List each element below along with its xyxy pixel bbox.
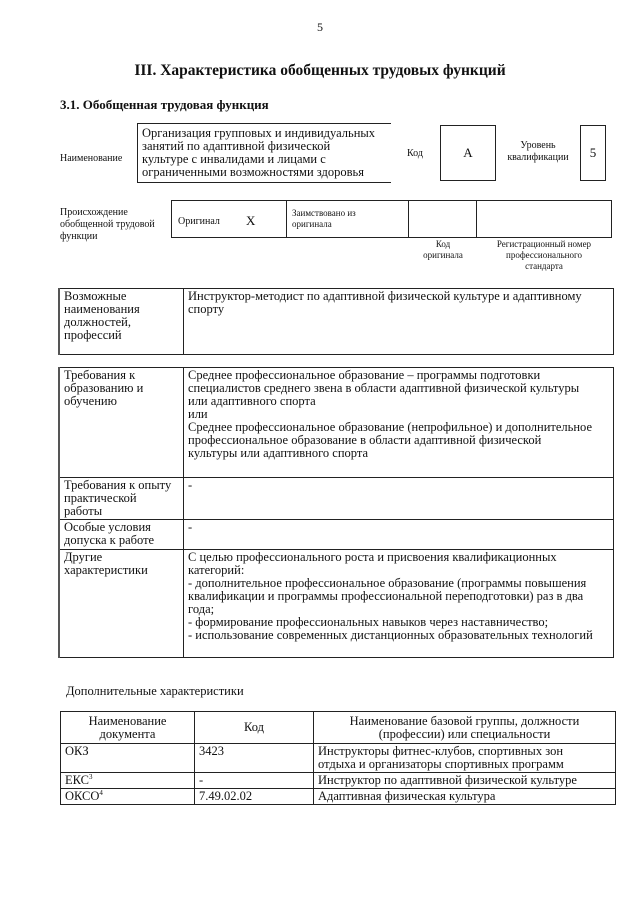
origin-borrowed-line: оригинала — [292, 219, 332, 229]
additional-header-row — [61, 712, 616, 744]
subsection-title: 3.1. Обобщенная трудовая функция — [60, 97, 269, 112]
header-group — [314, 712, 616, 744]
req-value-line: С целью профессионального роста и присвоения квалификационных — [188, 550, 557, 564]
origin-reg-caption-line: профессионального — [506, 250, 582, 260]
req-label-line: Другие — [64, 550, 103, 564]
positions-value: Инструктор-методист по адаптивной физической культуре и адаптивному спорту — [184, 289, 614, 355]
origin-divider — [476, 200, 477, 238]
origin-reg-caption-line: Регистрационный номер — [496, 239, 592, 249]
req-value-line: - — [188, 478, 193, 492]
row-doc — [61, 789, 195, 805]
requirements-table — [58, 367, 614, 658]
table-row — [61, 744, 616, 773]
origin-divider — [286, 200, 287, 238]
header-doc-line: документа — [99, 726, 156, 741]
origin-borrowed-label — [292, 208, 356, 230]
requirements-value — [184, 368, 614, 478]
requirements-row — [59, 520, 614, 550]
req-value-line: или — [188, 407, 208, 421]
requirements-label — [59, 550, 184, 658]
row-doc — [61, 744, 195, 773]
row-doc-text: ОКСО — [65, 789, 100, 803]
req-value-line: Среднее профессиональное образование (непрофильное) и дополнительное — [188, 420, 592, 434]
origin-reg-caption — [482, 239, 606, 272]
row-name — [314, 744, 616, 773]
row-doc-footnote: 4 — [99, 788, 103, 797]
row-name-line: Инструкторы фитнес-клубов, спортивных зон — [318, 744, 564, 758]
origin-label-line: функции — [60, 231, 98, 242]
req-label-line: работы — [64, 504, 103, 518]
row-doc — [61, 773, 195, 789]
req-value-line: - использование современных дистанционных образовательных технологий — [188, 628, 593, 642]
req-value-line: - формирование профессиональных навыков через наставничество; — [188, 615, 549, 629]
requirements-row — [59, 368, 614, 478]
origin-code-caption-line: Код — [435, 239, 451, 249]
row-name — [314, 773, 616, 789]
positions-label-line: наименования — [64, 302, 140, 316]
req-label-line: допуска к работе — [64, 533, 155, 547]
table-row — [61, 789, 616, 805]
row-doc-footnote: 3 — [89, 772, 93, 781]
gtf-name-line: ограниченными возможностями здоровья — [142, 165, 364, 179]
positions-label — [59, 289, 184, 355]
origin-original-label: Оригинал — [178, 216, 220, 227]
gtf-name-line: Организация групповых и индивидуальных — [142, 126, 376, 140]
gtf-level-label-line: квалификации — [507, 152, 569, 163]
req-value-line: специалистов среднего звена в области адаптивной физической культуры — [188, 381, 580, 395]
header-doc — [61, 712, 195, 744]
gtf-code-label: Код — [407, 148, 423, 159]
req-value-line: - — [188, 520, 193, 534]
req-label-line: характеристики — [64, 563, 148, 577]
req-label-line: Требования к опыту — [64, 478, 172, 492]
origin-borrowed-line: Заимствовано из — [292, 208, 356, 218]
gtf-level-label — [505, 140, 571, 164]
req-value-line: или адаптивного спорта — [188, 394, 316, 408]
row-code: 7.49.02.02 — [195, 789, 314, 805]
req-label-line: образованию и — [64, 381, 144, 395]
row-doc-text: ОКЗ — [65, 744, 89, 758]
origin-label — [60, 207, 155, 243]
header-code: Код — [195, 712, 314, 744]
header-group-line: (профессии) или специальности — [378, 726, 551, 741]
req-value-line: категорий: — [188, 563, 245, 577]
req-label-line: практической — [64, 491, 137, 505]
req-value-line: Среднее профессиональное образование – программы подготовки — [188, 368, 541, 382]
gtf-name-line: культуре с инвалидами и лицами с — [142, 152, 326, 166]
positions-table — [58, 288, 614, 355]
requirements-label — [59, 478, 184, 520]
additional-title: Дополнительные характеристики — [66, 684, 244, 698]
row-code: - — [195, 773, 314, 789]
requirements-value — [184, 478, 614, 520]
row-code: 3423 — [195, 744, 314, 773]
origin-table — [171, 200, 612, 238]
requirements-value — [184, 520, 614, 550]
positions-label-line: профессий — [64, 328, 122, 342]
row-doc-text: ЕКС — [65, 773, 89, 787]
origin-reg-caption-line: стандарта — [525, 261, 563, 271]
req-label-line: обучению — [64, 394, 117, 408]
header-doc-line: Наименование — [88, 713, 167, 728]
origin-divider — [408, 200, 409, 238]
req-value-line: квалификации и программы профессиональной переподготовки) раз в два — [188, 589, 584, 603]
req-value-line: - дополнительное профессиональное образование (программы повышения — [188, 576, 587, 590]
requirements-value — [184, 550, 614, 658]
origin-label-line: Происхождение — [60, 207, 128, 218]
gtf-level-value: 5 — [589, 145, 597, 160]
positions-label-line: Возможные — [64, 289, 127, 303]
positions-label-line: должностей, — [64, 315, 131, 329]
table-row — [61, 773, 616, 789]
origin-label-line: обобщенной трудовой — [60, 219, 155, 230]
page-number: 5 — [317, 20, 323, 34]
req-label-line: Требования к — [64, 368, 136, 382]
gtf-code-value: А — [463, 145, 473, 160]
req-value-line: года; — [188, 602, 215, 616]
requirements-row — [59, 478, 614, 520]
row-name — [314, 789, 616, 805]
requirements-label — [59, 520, 184, 550]
section-title: III. Характеристика обобщенных трудовых функций — [134, 62, 506, 79]
gtf-level-box — [580, 125, 606, 181]
req-value-line: культуры или адаптивного спорта — [188, 446, 369, 460]
gtf-code-box — [440, 125, 496, 181]
gtf-name-value — [137, 123, 391, 183]
row-name-line: отдыха и организаторы спортивных программ — [318, 757, 564, 771]
gtf-name-line: занятий по адаптивной физической — [142, 139, 331, 153]
requirements-label — [59, 368, 184, 478]
origin-original-mark: X — [246, 213, 256, 228]
additional-table — [60, 711, 616, 805]
gtf-name-label: Наименование — [60, 153, 123, 164]
header-group-line: Наименование базовой группы, должности — [349, 713, 580, 728]
requirements-row — [59, 550, 614, 658]
row-name-line: Инструктор по адаптивной физической культуре — [318, 773, 577, 787]
req-label-line: Особые условия — [64, 520, 151, 534]
origin-code-caption — [412, 239, 474, 261]
gtf-level-label-line: Уровень — [520, 140, 556, 151]
origin-code-caption-line: оригинала — [423, 250, 463, 260]
row-name-line: Адаптивная физическая культура — [318, 789, 496, 803]
req-value-line: профессиональное образование в области адаптивной физической — [188, 433, 542, 447]
